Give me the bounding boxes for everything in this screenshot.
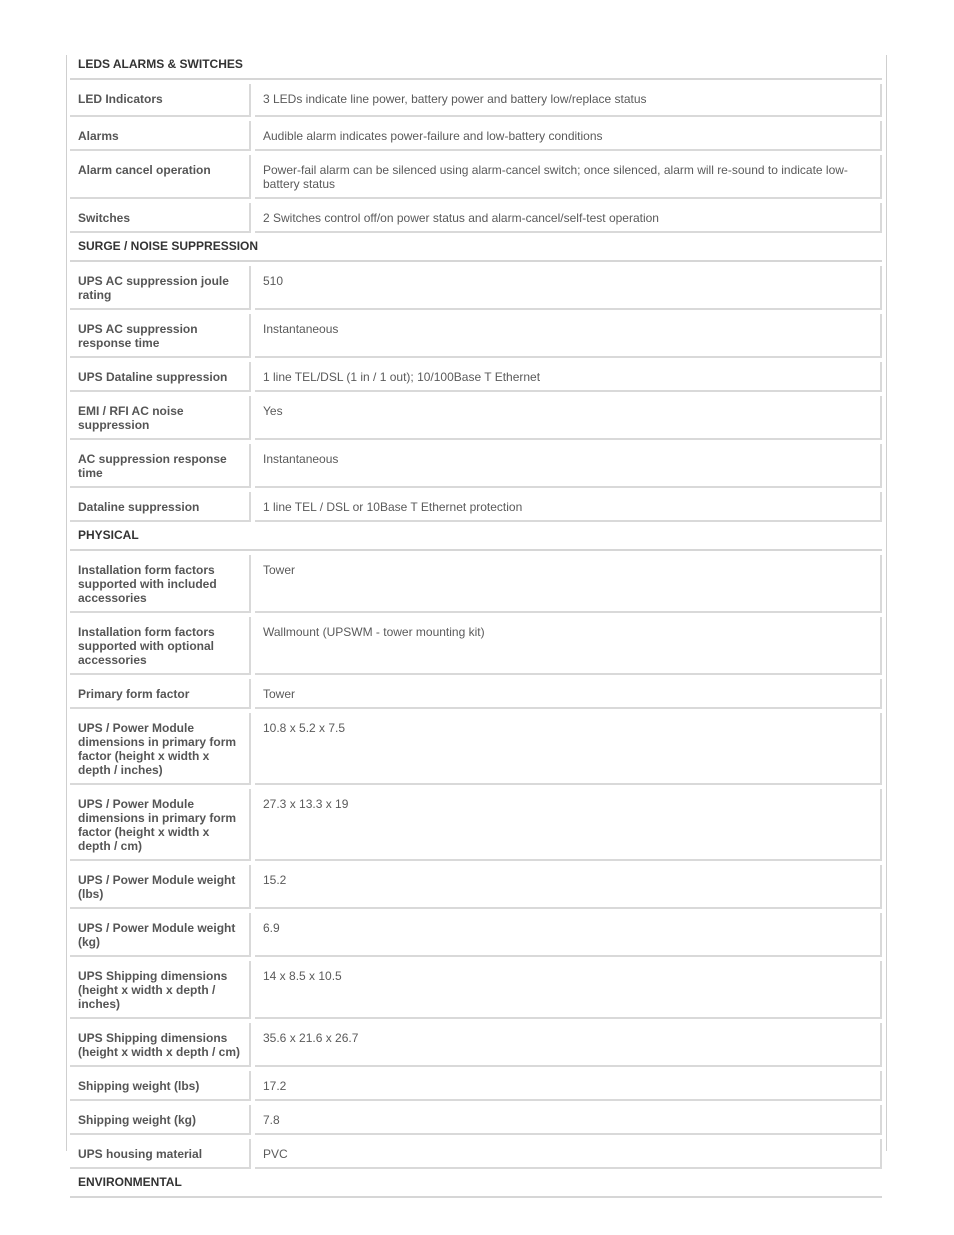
spec-label: Alarm cancel operation [70,155,251,199]
spec-row [70,1105,882,1135]
spec-label: UPS housing material [70,1139,251,1169]
spec-label: UPS / Power Module dimensions in primary form factor (height x width x depth / cm) [70,789,251,861]
spec-value: Tower [255,679,882,709]
spec-row [70,266,882,310]
spec-label: Installation form factors supported with optional accessories [70,617,251,675]
spec-row [70,396,882,440]
spec-label: UPS AC suppression response time [70,314,251,358]
spec-row [70,492,882,522]
spec-label: Alarms [70,121,251,151]
spec-label: LED Indicators [70,84,251,117]
section-header: LEDS ALARMS & SWITCHES [70,55,882,80]
spec-row [70,362,882,392]
spec-label: Switches [70,203,251,233]
spec-label: UPS Shipping dimensions (height x width x depth / cm) [70,1023,251,1067]
spec-value: 15.2 [255,865,882,909]
spec-row [70,155,882,199]
spec-label: Shipping weight (kg) [70,1105,251,1135]
spec-row [70,713,882,785]
spec-row [70,203,882,233]
spec-value: 7.8 [255,1105,882,1135]
spec-value: Audible alarm indicates power-failure and low-battery conditions [255,121,882,151]
spec-value: 510 [255,266,882,310]
spec-value: 1 line TEL / DSL or 10Base T Ethernet protection [255,492,882,522]
spec-row [70,1023,882,1067]
section-header: SURGE / NOISE SUPPRESSION [70,237,882,262]
section-header: PHYSICAL [70,526,882,551]
spec-row [70,679,882,709]
spec-label: UPS AC suppression joule rating [70,266,251,310]
spec-row [70,555,882,613]
spec-value: Yes [255,396,882,440]
spec-label: Shipping weight (lbs) [70,1071,251,1101]
spec-row [70,913,882,957]
spec-value: 14 x 8.5 x 10.5 [255,961,882,1019]
spec-value: 17.2 [255,1071,882,1101]
spec-row [70,1071,882,1101]
spec-value: Power-fail alarm can be silenced using alarm-cancel switch; once silenced, alarm will re-sound to indicate low-battery status [255,155,882,199]
spec-label: Installation form factors supported with included accessories [70,555,251,613]
spec-value: PVC [255,1139,882,1169]
spec-value: 2 Switches control off/on power status and alarm-cancel/self-test operation [255,203,882,233]
spec-value: 3 LEDs indicate line power, battery power and battery low/replace status [255,84,882,117]
spec-row [70,444,882,488]
spec-label: UPS / Power Module dimensions in primary form factor (height x width x depth / inches) [70,713,251,785]
spec-value: Tower [255,555,882,613]
spec-row [70,789,882,861]
spec-table [70,55,882,1202]
spec-row [70,617,882,675]
spec-row [70,961,882,1019]
spec-value: 6.9 [255,913,882,957]
spec-value: Wallmount (UPSWM - tower mounting kit) [255,617,882,675]
spec-label: Dataline suppression [70,492,251,522]
section-header: ENVIRONMENTAL [70,1173,882,1198]
spec-label: UPS Shipping dimensions (height x width x depth / inches) [70,961,251,1019]
spec-value: 27.3 x 13.3 x 19 [255,789,882,861]
spec-value: Instantaneous [255,314,882,358]
spec-row [70,865,882,909]
spec-row [70,314,882,358]
spec-label: Primary form factor [70,679,251,709]
spec-label: EMI / RFI AC noise suppression [70,396,251,440]
spec-row [70,1139,882,1169]
spec-value: 1 line TEL/DSL (1 in / 1 out); 10/100Base T Ethernet [255,362,882,392]
spec-value: 10.8 x 5.2 x 7.5 [255,713,882,785]
spec-row [70,84,882,117]
spec-value: Instantaneous [255,444,882,488]
spec-label: UPS / Power Module weight (lbs) [70,865,251,909]
spec-label: UPS / Power Module weight (kg) [70,913,251,957]
spec-label: AC suppression response time [70,444,251,488]
spec-value: 35.6 x 21.6 x 26.7 [255,1023,882,1067]
spec-row [70,121,882,151]
spec-label: UPS Dataline suppression [70,362,251,392]
